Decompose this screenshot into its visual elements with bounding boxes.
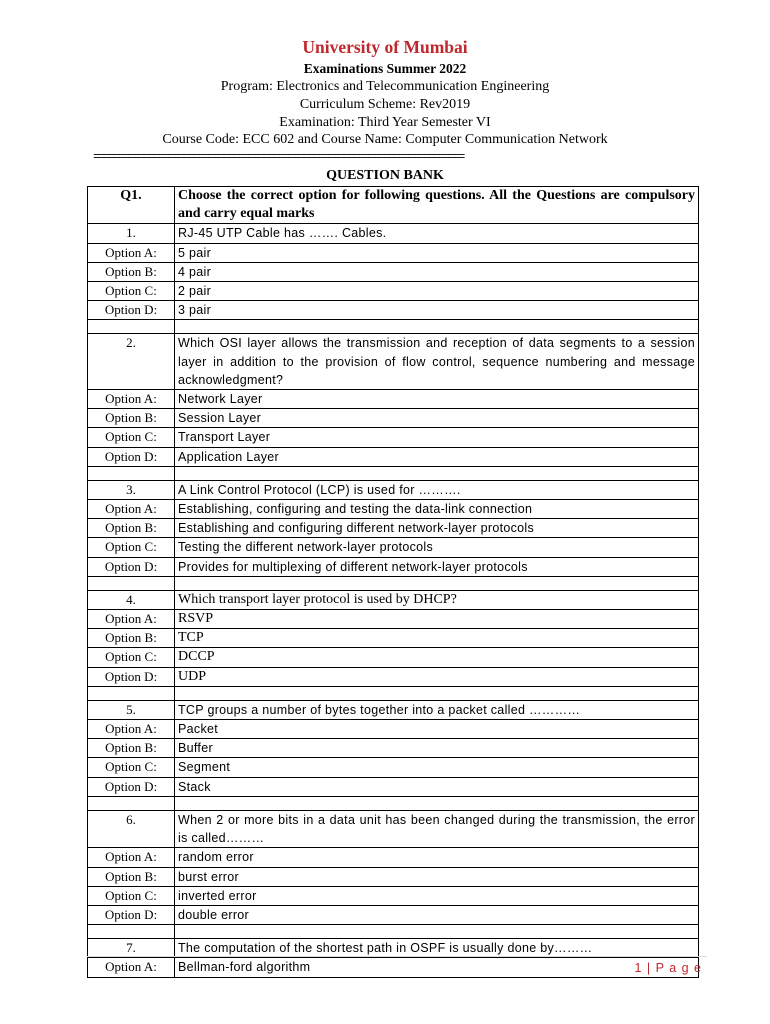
option-row xyxy=(88,538,699,557)
option-text: 5 pair xyxy=(175,243,699,262)
spacer-cell xyxy=(175,796,699,810)
option-label: Option D: xyxy=(88,667,175,686)
option-row xyxy=(88,428,699,447)
option-label: Option A: xyxy=(88,390,175,409)
spacer-cell xyxy=(175,466,699,480)
option-label: Option A: xyxy=(88,500,175,519)
option-row xyxy=(88,720,699,739)
option-text: DCCP xyxy=(175,648,699,667)
question-table-body xyxy=(88,187,699,978)
scheme-line: Curriculum Scheme: Rev2019 xyxy=(299,97,471,112)
question-text: A Link Control Protocol (LCP) is used for ………. xyxy=(175,480,699,499)
option-label: Option B: xyxy=(88,629,175,648)
option-row xyxy=(88,243,699,262)
option-text: Bellman-ford algorithm xyxy=(175,958,699,977)
exam-session: Examinations Summer 2022 xyxy=(303,61,467,76)
option-row xyxy=(88,758,699,777)
footer-rule xyxy=(87,956,707,957)
option-label: Option A: xyxy=(88,848,175,867)
option-row xyxy=(88,610,699,629)
option-row xyxy=(88,848,699,867)
separator-line: ========================================================================== xyxy=(93,150,464,164)
question-text: TCP groups a number of bytes together into a packet called ………… xyxy=(175,700,699,719)
question-text: Which OSI layer allows the transmission and reception of data segments to a session layer in addition to the provision of flow control, sequence numbering and message acknowledgment? xyxy=(175,334,699,390)
option-label: Option A: xyxy=(88,610,175,629)
option-label: Option C: xyxy=(88,758,175,777)
question-row xyxy=(88,700,699,719)
examination-line: Examination: Third Year Semester VI xyxy=(279,115,491,130)
spacer-cell xyxy=(175,320,699,334)
option-row xyxy=(88,648,699,667)
spacer-cell xyxy=(88,925,175,939)
option-text: Testing the different network-layer protocols xyxy=(175,538,699,557)
option-row xyxy=(88,301,699,320)
option-text: Establishing, configuring and testing the data-link connection xyxy=(175,500,699,519)
question-number: 3. xyxy=(88,480,175,499)
option-label: Option C: xyxy=(88,282,175,301)
option-row xyxy=(88,519,699,538)
question-number: 4. xyxy=(88,590,175,609)
spacer-cell xyxy=(88,466,175,480)
option-text: Transport Layer xyxy=(175,428,699,447)
question-row xyxy=(88,939,699,958)
option-text: UDP xyxy=(175,667,699,686)
option-label: Option B: xyxy=(88,867,175,886)
option-label: Option C: xyxy=(88,886,175,905)
spacer-cell xyxy=(175,576,699,590)
spacer-row xyxy=(88,686,699,700)
option-text: 3 pair xyxy=(175,301,699,320)
option-row xyxy=(88,390,699,409)
page-number: 1 | P a g e xyxy=(634,961,702,975)
spacer-row xyxy=(88,320,699,334)
question-text: When 2 or more bits in a data unit has been changed during the transmission, the error is called……… xyxy=(175,810,699,847)
option-text: Network Layer xyxy=(175,390,699,409)
option-row xyxy=(88,557,699,576)
option-row xyxy=(88,447,699,466)
option-label: Option C: xyxy=(88,428,175,447)
option-text: double error xyxy=(175,905,699,924)
option-row xyxy=(88,739,699,758)
option-label: Option B: xyxy=(88,519,175,538)
option-text: 2 pair xyxy=(175,282,699,301)
instruction-text: Choose the correct option for following questions. All the Questions are compulsory and carry equal marks xyxy=(175,187,699,224)
option-text: inverted error xyxy=(175,886,699,905)
option-text: TCP xyxy=(175,629,699,648)
option-label: Option D: xyxy=(88,447,175,466)
option-row xyxy=(88,282,699,301)
spacer-cell xyxy=(88,686,175,700)
option-label: Option D: xyxy=(88,557,175,576)
spacer-cell xyxy=(88,576,175,590)
question-number: 1. xyxy=(88,224,175,243)
spacer-row xyxy=(88,796,699,810)
option-text: burst error xyxy=(175,867,699,886)
table-header-row xyxy=(88,187,699,224)
option-text: Stack xyxy=(175,777,699,796)
option-label: Option A: xyxy=(88,958,175,977)
option-text: 4 pair xyxy=(175,262,699,281)
option-text: Buffer xyxy=(175,739,699,758)
spacer-cell xyxy=(88,796,175,810)
question-number: 7. xyxy=(88,939,175,958)
option-label: Option D: xyxy=(88,301,175,320)
option-row xyxy=(88,629,699,648)
question-number: 2. xyxy=(88,334,175,390)
option-text: Packet xyxy=(175,720,699,739)
option-label: Option B: xyxy=(88,262,175,281)
option-row xyxy=(88,867,699,886)
question-row xyxy=(88,224,699,243)
option-label: Option C: xyxy=(88,538,175,557)
option-label: Option D: xyxy=(88,777,175,796)
question-number: 5. xyxy=(88,700,175,719)
question-text: RJ-45 UTP Cable has ……. Cables. xyxy=(175,224,699,243)
option-label: Option A: xyxy=(88,243,175,262)
option-text: Application Layer xyxy=(175,447,699,466)
question-row xyxy=(88,334,699,390)
spacer-cell xyxy=(175,925,699,939)
question-number: 6. xyxy=(88,810,175,847)
option-row xyxy=(88,667,699,686)
option-label: Option B: xyxy=(88,409,175,428)
option-row xyxy=(88,905,699,924)
course-line: Course Code: ECC 602 and Course Name: Computer Communication Network xyxy=(162,132,608,147)
question-text: The computation of the shortest path in OSPF is usually done by……… xyxy=(175,939,699,958)
option-label: Option D: xyxy=(88,905,175,924)
question-row xyxy=(88,810,699,847)
option-text: Establishing and configuring different network-layer protocols xyxy=(175,519,699,538)
option-label: Option C: xyxy=(88,648,175,667)
option-row xyxy=(88,886,699,905)
question-bank-title: QUESTION BANK xyxy=(326,168,444,183)
option-text: RSVP xyxy=(175,610,699,629)
option-row xyxy=(88,262,699,281)
question-row xyxy=(88,590,699,609)
option-row xyxy=(88,500,699,519)
spacer-row xyxy=(88,466,699,480)
question-row xyxy=(88,480,699,499)
question-text: Which transport layer protocol is used by DHCP? xyxy=(175,590,699,609)
option-text: random error xyxy=(175,848,699,867)
spacer-row xyxy=(88,925,699,939)
q-label: Q1. xyxy=(88,187,175,224)
option-label: Option B: xyxy=(88,739,175,758)
option-text: Session Layer xyxy=(175,409,699,428)
program-line: Program: Electronics and Telecommunication Engineering xyxy=(220,79,550,94)
spacer-row xyxy=(88,576,699,590)
spacer-cell xyxy=(175,686,699,700)
option-text: Provides for multiplexing of different network-layer protocols xyxy=(175,557,699,576)
option-row xyxy=(88,777,699,796)
option-row xyxy=(88,958,699,977)
option-label: Option A: xyxy=(88,720,175,739)
question-table xyxy=(87,186,699,978)
spacer-cell xyxy=(88,320,175,334)
option-row xyxy=(88,409,699,428)
university-title: University of Mumbai xyxy=(302,37,468,57)
option-text: Segment xyxy=(175,758,699,777)
